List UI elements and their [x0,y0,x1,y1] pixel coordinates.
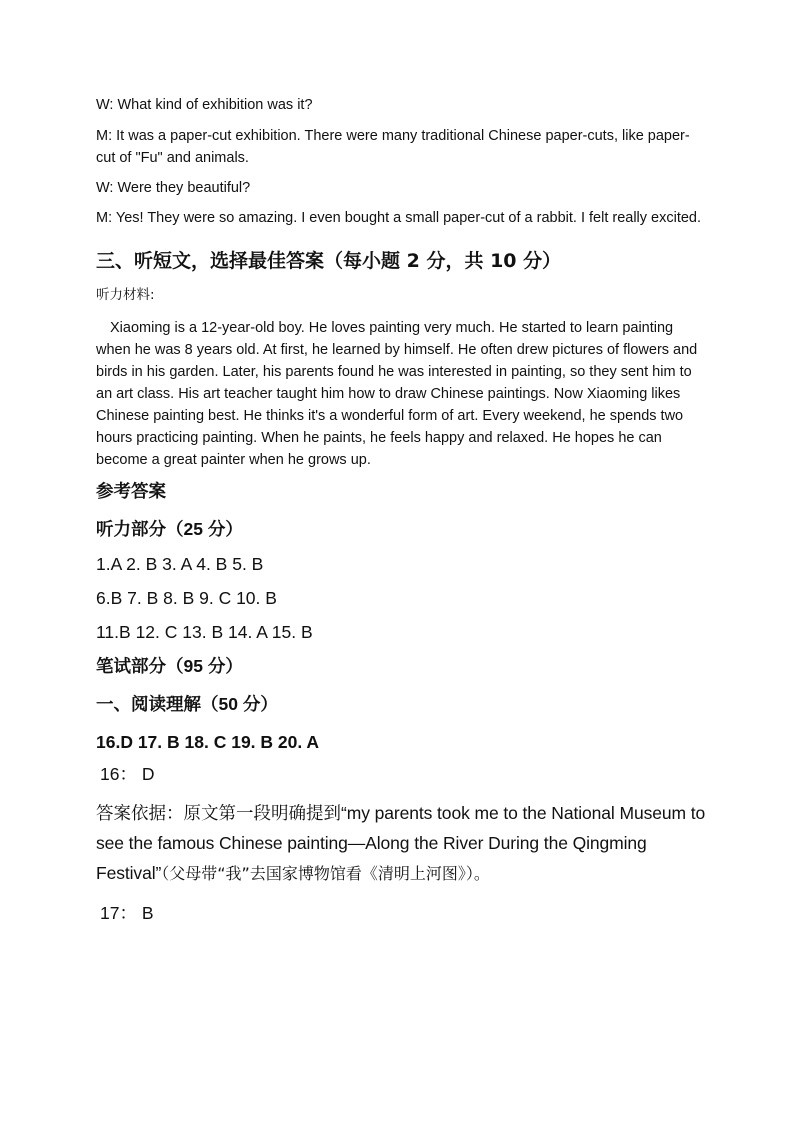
written-section-title: 笔试部分（95 分） [96,656,243,676]
document-page [96,94,706,925]
listening-section-title: 听力部分（25 分） [96,519,243,539]
material-label: 听力材料: [96,287,155,303]
answer-row: 1.A 2. B 3. A 4. B 5. B [96,554,264,574]
answer-basis [96,798,706,889]
answers-title: 参考答案 [96,481,166,501]
question-answer-label: 16： D [100,764,155,784]
reading-section-title: 一、阅读理解（50 分） [96,694,278,714]
basis-prefix: 答案依据：原文第一段明确提到 [96,803,341,823]
basis-note: （父母带“我”去国家博物馆看《清明上河图》）。 [161,864,490,883]
basis-quote: “my parents took me to the National Museum to see the famous Chinese painting—Along the River During the Qingming Festival” [96,803,706,883]
answer-row: 6.B 7. B 8. B 9. C 10. B [96,588,277,608]
reading-answers-row: 16.D 17. B 18. C 19. B 20. A [96,732,320,752]
dialogue-line: M: It was a paper-cut exhibition. There were many traditional Chinese paper-cuts, like paper-cut of "Fu" and animals. [96,128,690,166]
dialogue-line: W: Were they beautiful? [96,180,251,196]
question-answer-label: 17： B [100,903,154,923]
dialogue-line: W: What kind of exhibition was it? [96,97,313,113]
listening-passage: Xiaoming is a 12-year-old boy. He loves painting very much. He started to learn painting when he was 8 years old. At first, he learned by himself. He often drew pictures of flowers and birds in his garden. Later, his parents found he was interested in painting, so they sent him to an art class. His art teacher taught him how to draw Chinese paintings. Now Xiaoming likes Chinese painting best. He thinks it's a wonderful form of art. Every weekend, he spends two hours practicing painting. When he paints, he feels happy and relaxed. He hopes he can become a great painter when he grows up. [96,320,698,468]
answer-row: 11.B 12. C 13. B 14. A 15. B [96,622,313,642]
dialogue-line: M: Yes! They were so amazing. I even bought a small paper-cut of a rabbit. I felt really excited. [96,210,702,226]
section-heading: 三、听短文，选择最佳答案（每小题 2 分，共 10 分） [96,250,562,272]
